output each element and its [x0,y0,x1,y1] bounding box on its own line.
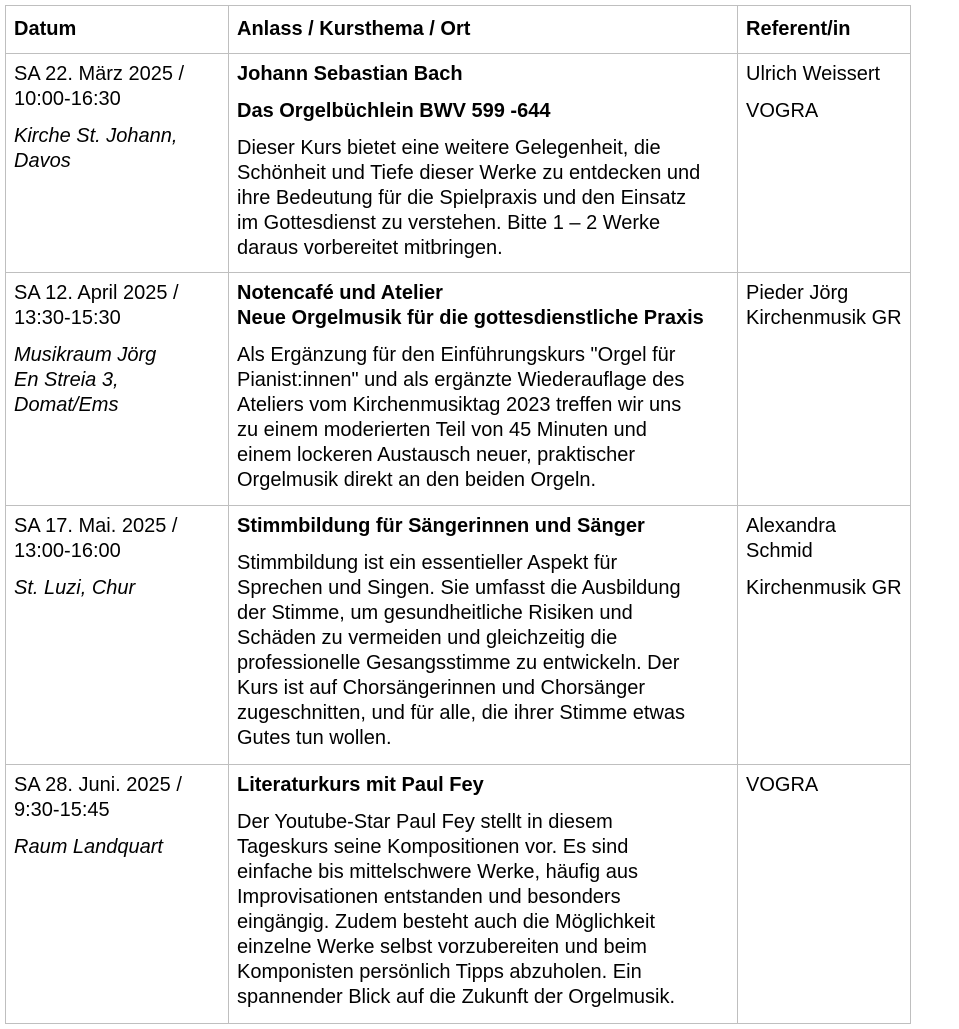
course-title: Stimmbildung für Sängerinnen und Sänger [237,515,645,537]
desc-line: spannender Blick auf die Zukunft der Orgelmusik. [237,986,675,1008]
desc-line: der Stimme, um gesundheitliche Risiken und [237,602,633,624]
referent-org: VOGRA [746,774,819,796]
table-row [6,765,911,1024]
place: En Streia 3, [14,369,119,391]
desc-line: Dieser Kurs bietet eine weitere Gelegenheit, die [237,137,661,159]
referent-cell [738,54,911,273]
table-row [6,54,911,273]
referent-org: Kirchenmusik GR [746,307,902,329]
desc-line: Ateliers vom Kirchenmusiktag 2023 treffen wir uns [237,394,682,416]
time: 9:30-15:45 [14,799,110,821]
desc-line: Schäden zu vermeiden und gleichzeitig die [237,627,618,649]
referent: Schmid [746,540,813,562]
referent-org: Kirchenmusik GR [746,577,902,599]
topic-cell [229,506,738,765]
desc-line: professionelle Gesangsstimme zu entwickeln. Der [237,652,680,674]
desc-line: Kurs ist auf Chorsängerinnen und Chorsänger [237,677,646,699]
desc-line: daraus vorbereitet mitbringen. [237,237,503,259]
table-row [6,273,911,506]
desc-line: zugeschnitten, und für alle, die ihrer Stimme etwas [237,702,685,724]
desc-line: ihre Bedeutung für die Spielpraxis und den Einsatz [237,187,687,209]
course-title: Johann Sebastian Bach [237,63,463,85]
desc-line: Stimmbildung ist ein essentieller Aspekt für [237,552,618,574]
referent: Alexandra [746,515,837,537]
course-table [5,5,911,1024]
topic-cell [229,54,738,273]
course-title: Notencafé und Atelier [237,282,443,304]
date-cell [6,506,229,765]
time: 13:30-15:30 [14,307,121,329]
date: SA 22. März 2025 / [14,63,185,85]
referent-org: VOGRA [746,100,819,122]
date-cell [6,765,229,1024]
desc-line: Der Youtube-Star Paul Fey stellt in diesem [237,811,613,833]
place: Kirche St. Johann, [14,125,178,147]
referent: Ulrich Weissert [746,63,881,85]
header-datum: Datum [6,6,229,54]
desc-line: zu einem moderierten Teil von 45 Minuten und [237,419,647,441]
place: Davos [14,150,71,172]
topic-cell [229,273,738,506]
course-subtitle: Neue Orgelmusik für die gottesdienstliche Praxis [237,307,704,329]
desc-line: Komponisten persönlich Tipps abzuholen. Ein [237,961,642,983]
desc-line: Als Ergänzung für den Einführungskurs "Orgel für [237,344,676,366]
referent-cell [738,273,911,506]
date-cell [6,54,229,273]
time: 13:00-16:00 [14,540,121,562]
time: 10:00-16:30 [14,88,121,110]
referent-cell [738,765,911,1024]
topic-cell [229,765,738,1024]
header-referent: Referent/in [738,6,911,54]
header-row [6,6,911,54]
referent-cell [738,506,911,765]
place: St. Luzi, Chur [14,577,136,599]
table-row [6,506,911,765]
date: SA 28. Juni. 2025 / [14,774,182,796]
place: Musikraum Jörg [14,344,157,366]
desc-line: Sprechen und Singen. Sie umfasst die Ausbildung [237,577,681,599]
desc-line: Schönheit und Tiefe dieser Werke zu entdecken und [237,162,701,184]
course-subtitle: Das Orgelbüchlein BWV 599 -644 [237,100,551,122]
desc-line: Tageskurs seine Kompositionen vor. Es sind [237,836,629,858]
date: SA 17. Mai. 2025 / [14,515,178,537]
course-title: Literaturkurs mit Paul Fey [237,774,484,796]
date: SA 12. April 2025 / [14,282,179,304]
header-anlass: Anlass / Kursthema / Ort [229,6,738,54]
desc-line: Pianist:innen" und als ergänzte Wiederauflage des [237,369,685,391]
place: Domat/Ems [14,394,119,416]
place: Raum Landquart [14,836,163,858]
desc-line: im Gottesdienst zu verstehen. Bitte 1 – 2 Werke [237,212,661,234]
desc-line: eingängig. Zudem besteht auch die Möglichkeit [237,911,656,933]
desc-line: einem lockeren Austausch neuer, praktischer [237,444,635,466]
desc-line: Improvisationen entstanden und besonders [237,886,621,908]
desc-line: Orgelmusik direkt an den beiden Orgeln. [237,469,597,491]
desc-line: Gutes tun wollen. [237,727,392,749]
date-cell [6,273,229,506]
desc-line: einfache bis mittelschwere Werke, häufig aus [237,861,638,883]
desc-line: einzelne Werke selbst vorzubereiten und beim [237,936,647,958]
referent: Pieder Jörg [746,282,849,304]
